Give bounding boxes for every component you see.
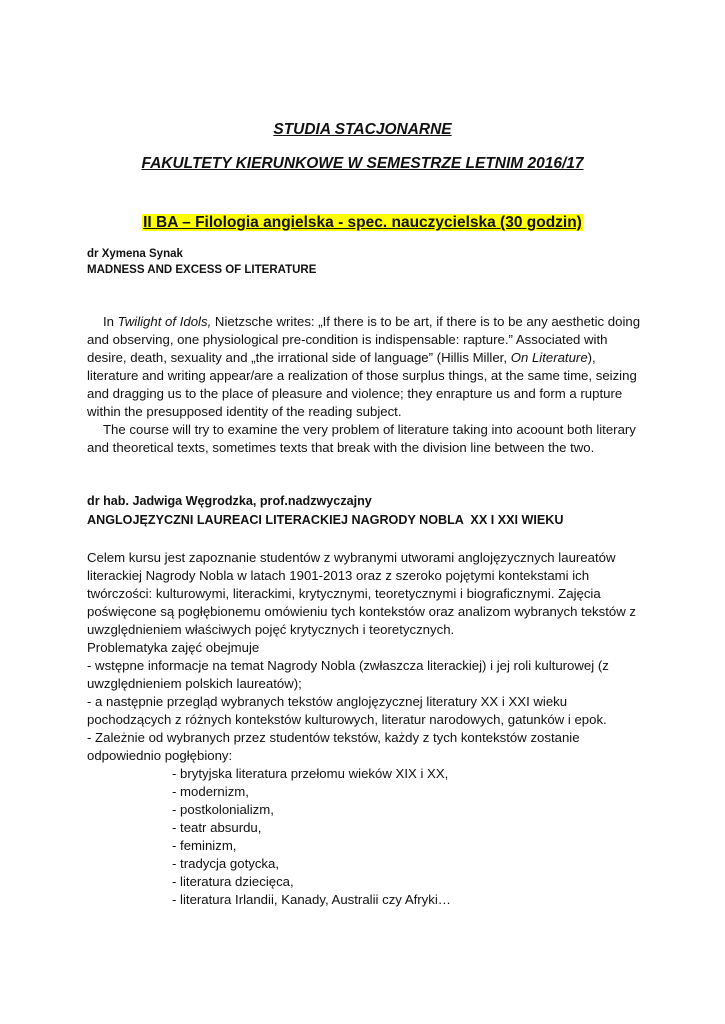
p1-part-b: Twilight of Idols, — [117, 314, 212, 329]
topic-item: - tradycja gotycka, — [172, 856, 280, 871]
course-1-paragraph-1 — [87, 313, 643, 421]
p1-part-a: In — [103, 314, 118, 329]
course-2-title: ANGLOJĘZYCZNI LAUREACI LITERACKIEJ NAGRODY NOBLA XX I XXI WIEKU — [87, 513, 564, 527]
highlight-heading: II BA – Filologia angielska - spec. nauczycielska (30 godzin) — [143, 214, 582, 231]
highlight-heading-wrap — [0, 214, 725, 232]
topic-item: - literatura dziecięca, — [172, 874, 294, 889]
course-2-intro: Celem kursu jest zapoznanie studentów z wybranymi utworami anglojęzycznych laureatów literackiej Nagrody Nobla w latach 1901-2013 oraz z szeroko pojętymi kontekstami ich twórczości: kulturowymi, literackimi, krytycznymi, teoretycznymi i biograficznymi. Zajęcia poświęcone są pogłębionemu omówieniu tych kontekstów oraz analizom wybranych tekstów z uwzględnieniem właściwych pojęć krytycznych i teoretycznych. — [87, 550, 637, 637]
topic-item: - teatr absurdu, — [172, 820, 262, 835]
lecturer-2-name: dr hab. Jadwiga Węgrodzka, prof.nadzwyczajny — [87, 494, 372, 508]
course-2-point-2: - a następnie przegląd wybranych tekstów anglojęzycznej literatury XX i XXI wieku pochodzących z różnych kontekstów kulturowych, literatur narodowych, gatunków i epok. — [87, 694, 607, 727]
topics-list — [172, 765, 572, 909]
lecturer-1-name: dr Xymena Synak — [87, 248, 183, 260]
topic-item: - brytyjska literatura przełomu wieków XIX i XX, — [172, 766, 449, 781]
course-1-paragraph-2: The course will try to examine the very problem of literature taking into acoount both literary and theoretical texts, sometimes texts that break with the division line between the two. — [87, 422, 636, 455]
p1-part-c: Nietzsche writes: „If there is to be art, if there is to be any aesthetic doing and observing, one physiological pre-condition is indispensable: rapture.” Associated with desire, death, sexuality and „the irrational side of language” (Hillis Miller, — [87, 314, 641, 365]
heading-semester: FAKULTETY KIERUNKOWE W SEMESTRZE LETNIM 2016/17 — [141, 155, 584, 172]
topic-item: - postkolonializm, — [172, 802, 274, 817]
p1-part-e: ), literature and writing appear/are a realization of those surplus things, at the same time, seizing and dragging us to the place of pleasure and violence; they enrapture us and form a rupture within the presupposed identity of the reading subject. — [87, 350, 637, 419]
heading-study-mode: STUDIA STACJONARNE — [273, 121, 452, 138]
course-1-title: MADNESS AND EXCESS OF LITERATURE — [87, 264, 317, 276]
topic-item: - literatura Irlandii, Kanady, Australii czy Afryki… — [172, 892, 451, 907]
course-2-point-3: - Zależnie od wybranych przez studentów tekstów, każdy z tych kontekstów zostanie odpowiednio pogłębiony: — [87, 730, 580, 763]
p1-part-d: On Literature — [510, 350, 588, 365]
course-2-point-1: - wstępne informacje na temat Nagrody Nobla (zwłaszcza literackiej) i jej roli kulturowej (z uwzględnieniem polskich laureatów); — [87, 658, 609, 691]
topic-item: - modernizm, — [172, 784, 249, 799]
course-2-problems-heading: Problematyka zajęć obejmuje — [87, 640, 260, 655]
course-2-description — [87, 549, 643, 765]
topic-item: - feminizm, — [172, 838, 237, 853]
